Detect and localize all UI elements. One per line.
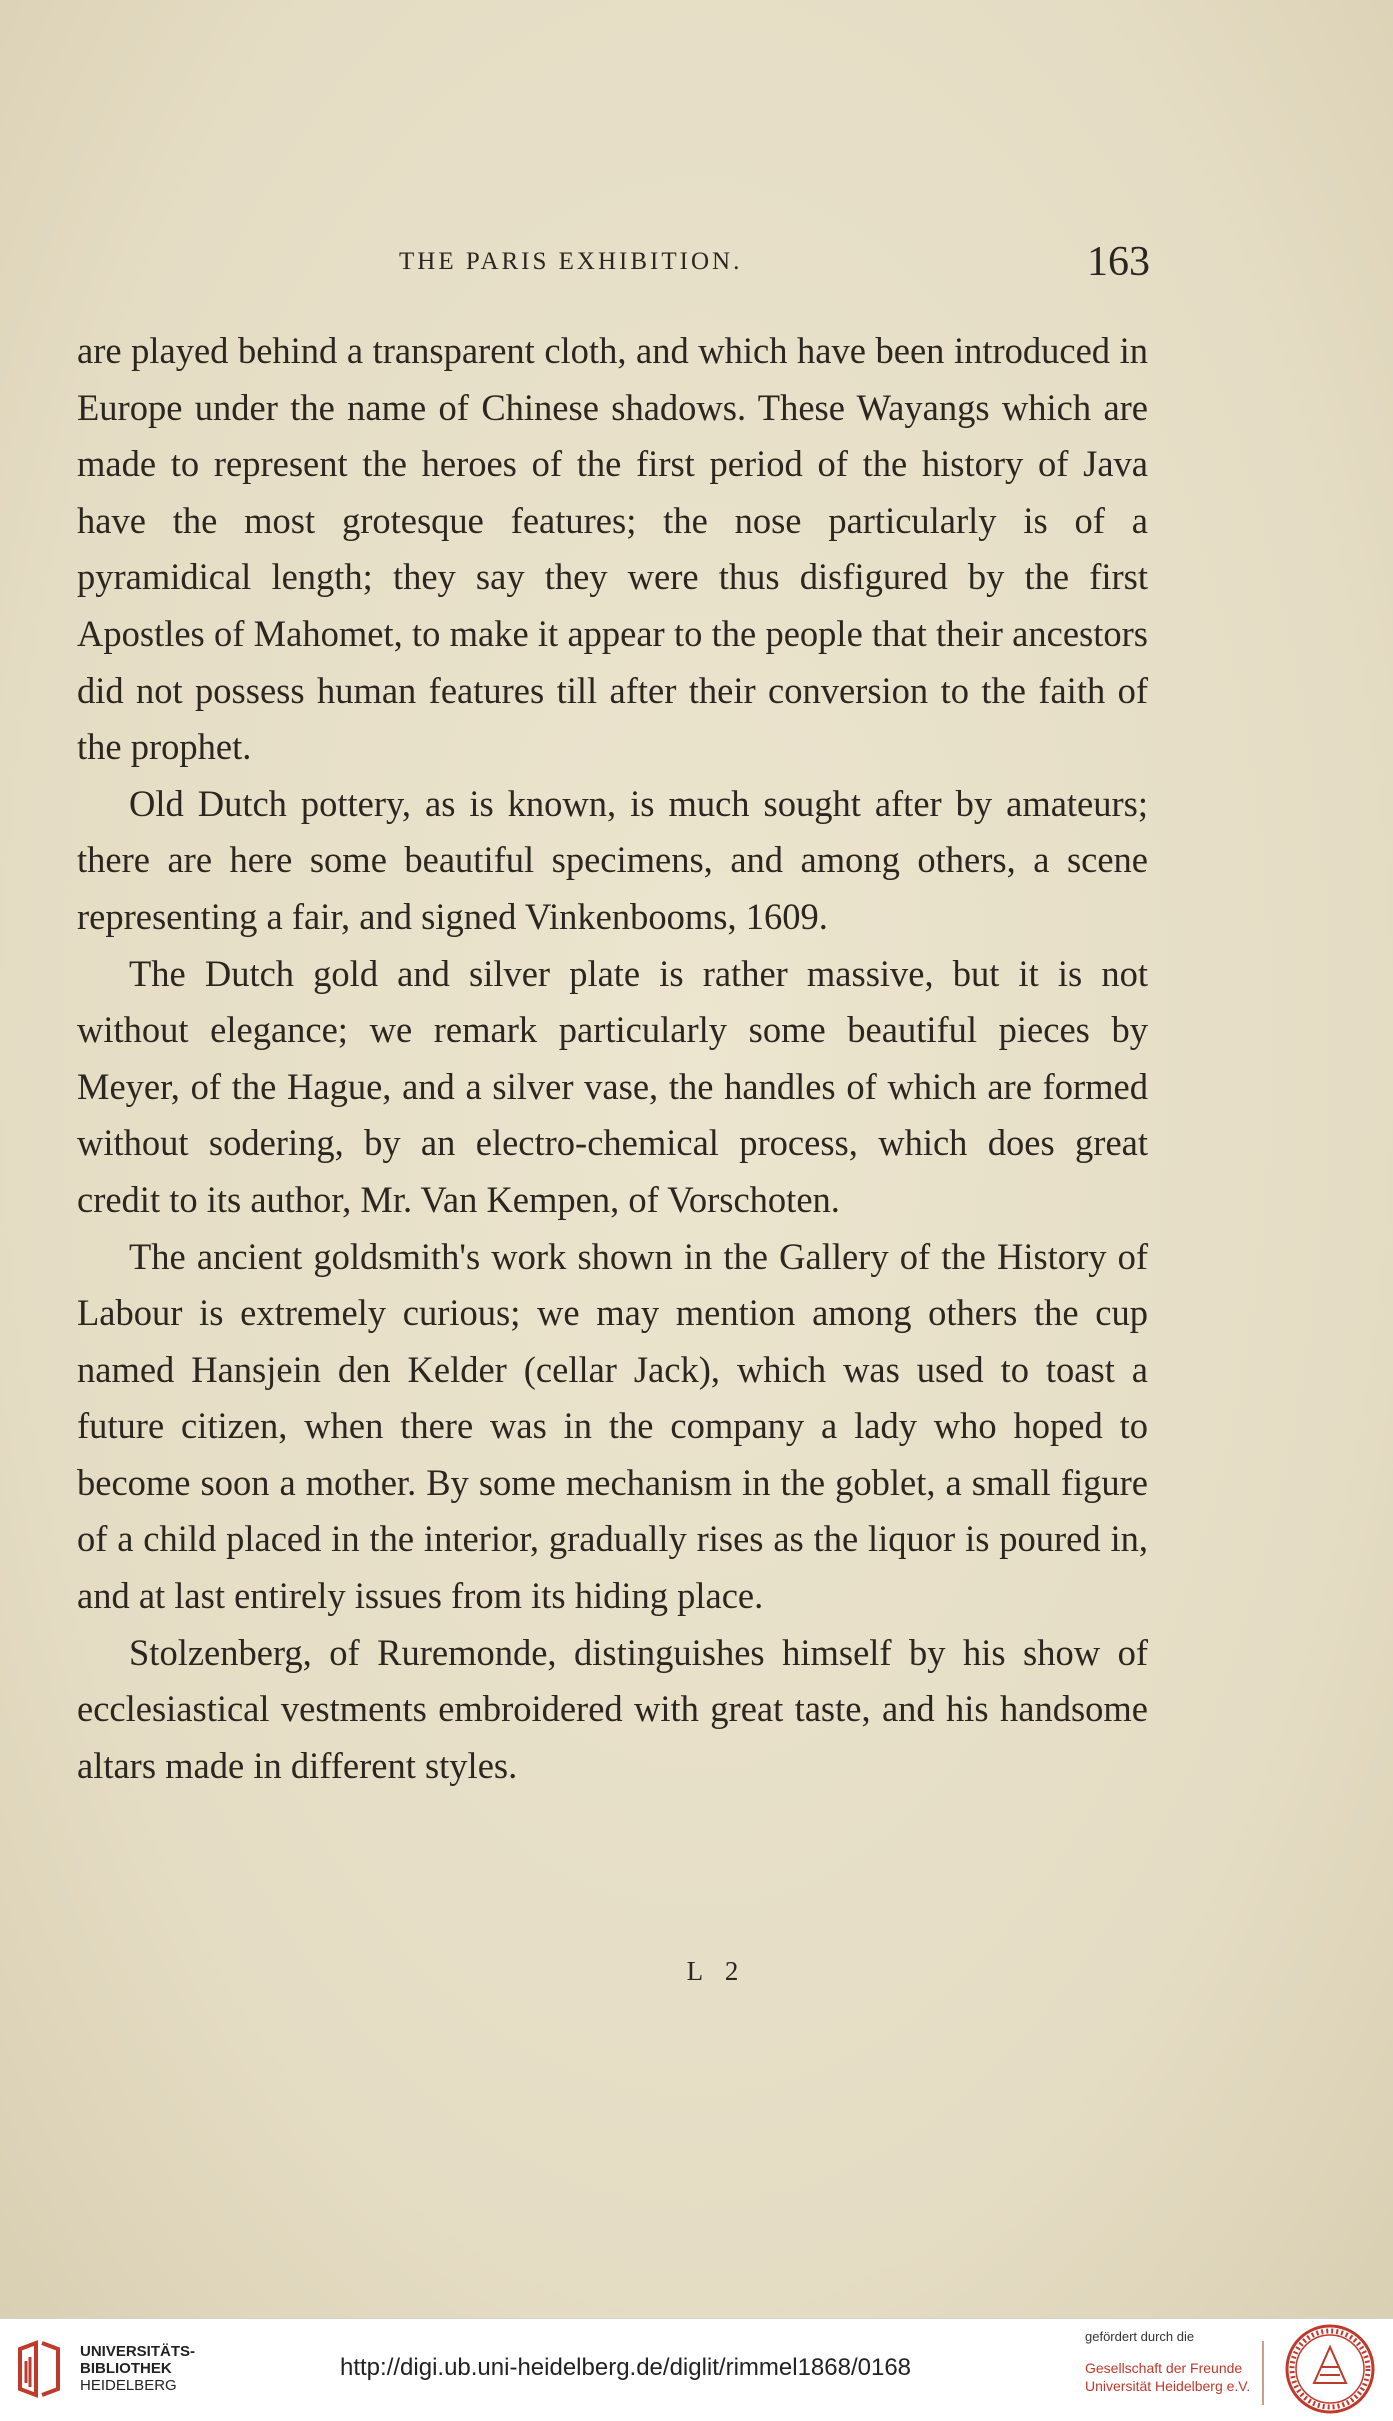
ub-logo-icon [14, 2339, 66, 2401]
library-line: UNIVERSITÄTS- [80, 2343, 196, 2360]
paragraph: The Dutch gold and silver plate is rather massive, but it is not without elegance; we remark particularly some beautiful pieces by Meyer, of the Hague, and a silver vase, the handles of which are formed without sodering, by an electro-chemical process, which does great credit to its author, Mr. Van Kempen, of Vorschoten. [77, 952, 1148, 1220]
signature-mark: L 2 [686, 1956, 747, 1986]
paragraph: The ancient goldsmith's work shown in the Gallery of the History of Labour is extremely curious; we may mention among others the cup named Hansjein den Kelder (cellar Jack), which was used to toast a future citizen, when there was in the company a lady who hoped to become soon a mother. By some mechanism in the goblet, a small figure of a child placed in the interior, gradually rises as the liquor is poured in, and at last entirely issues from its hiding place. [77, 1235, 1148, 1617]
permalink-url[interactable]: http://digi.ub.uni-heidelberg.de/diglit/rimmel1868/0168 [340, 2354, 912, 2381]
page-number: 163 [1087, 239, 1150, 285]
library-line: BIBLIOTHEK [80, 2360, 172, 2377]
body-text [77, 323, 1148, 1794]
sponsor-divider [1262, 2341, 1264, 2405]
sponsor-line: Gesellschaft der Freunde [1085, 2360, 1243, 2376]
library-line: HEIDELBERG [80, 2377, 177, 2394]
running-head [75, 238, 1150, 298]
university-seal-icon [1284, 2323, 1376, 2415]
library-name [80, 2343, 195, 2394]
digitization-footer [0, 2318, 1393, 2421]
paragraph: are played behind a transparent cloth, and which have been introduced in Europe under the name of Chinese shadows. These Wayangs which are made to represent the heroes of the first period of the history of Java have the most grotesque features; the nose particularly is of a pyramidical length; they say they were thus disfigured by the first Apostles of Mahomet, to make it appear to the people that their ancestors did not possess human features till after their conversion to the faith of the prophet. [77, 330, 1148, 768]
paragraph: Stolzenberg, of Ruremonde, distinguishes himself by his show of ecclesiastical vestments embroidered with great taste, and his handsome altars made in different styles. [77, 1631, 1148, 1786]
sponsor-name [1085, 2359, 1250, 2395]
sponsor-line: Universität Heidelberg e.V. [1085, 2378, 1251, 2394]
running-head-title: THE PARIS EXHIBITION. [399, 248, 743, 275]
sponsor-label: gefördert durch die [1085, 2329, 1195, 2344]
paragraph: Old Dutch pottery, as is known, is much sought after by amateurs; there are here some beautiful specimens, and among others, a scene representing a fair, and signed Vinkenbooms, 1609. [77, 782, 1148, 937]
